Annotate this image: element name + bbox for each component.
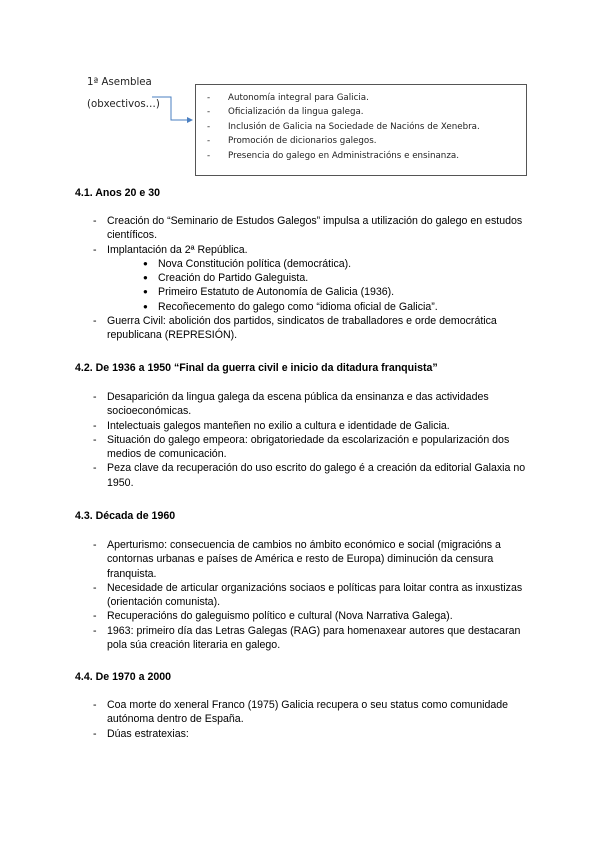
objectives-list bbox=[196, 85, 526, 163]
section-4-3-list bbox=[93, 538, 533, 652]
objective-item: - Autonomía integral para Galicia. bbox=[207, 93, 369, 103]
section-4-1-list bbox=[93, 214, 533, 343]
objective-item: - Promoción de dicionarios galegos. bbox=[207, 136, 377, 147]
sublist bbox=[107, 257, 533, 314]
section-heading-4-4: 4.4. De 1970 a 2000 bbox=[75, 671, 172, 683]
section-4-4-list bbox=[93, 698, 533, 741]
section-heading-4-1: 4.1. Anos 20 e 30 bbox=[75, 187, 160, 199]
assembly-title: 1ª Asemblea bbox=[87, 77, 152, 88]
sublist-item: ● Recoñecemento do galego como “idioma oficial de Galicia”. bbox=[143, 300, 438, 313]
list-item: - Situación do galego empeora: obrigatoriedade da escolarización e popularización dos medios de comunicación. bbox=[93, 433, 510, 461]
objective-item: - Oficialización da lingua galega. bbox=[207, 107, 364, 118]
assembly-subtitle: (obxectivos…) bbox=[87, 99, 160, 110]
sublist-item: ● Primeiro Estatuto de Autonomía de Galicia (1936). bbox=[143, 286, 395, 299]
objective-item: - Inclusión de Galicia na Sociedade de Nacións de Xenebra. bbox=[207, 121, 480, 132]
list-item: - Recuperacións do galeguismo político e cultural (Nova Narrativa Galega). bbox=[93, 610, 453, 623]
section-heading-4-3: 4.3. Década de 1960 bbox=[75, 510, 176, 522]
list-item: - 1963: primeiro día das Letras Galegas (RAG) para homenaxear autores que destacaran pola súa creación literaria en galego. bbox=[93, 624, 521, 652]
list-item: - Implantación da 2ª República. ● Nova Constitución política (democrática). ● Creación do Partido Galeguista. ● Primeiro Estatuto de Autonomía de Galicia (1936). ● Recoñecemento do galego como “idioma oficial de Galicia”. bbox=[93, 243, 533, 314]
list-item: - Necesidade de articular organizacións sociaos e políticas para loitar contra as inxustizas (orientación comunista). bbox=[93, 581, 523, 609]
section-heading-4-2: 4.2. De 1936 a 1950 “Final da guerra civil e inicio da ditadura franquista” bbox=[75, 362, 438, 374]
objectives-box bbox=[195, 84, 527, 176]
list-item: - Desaparición da lingua galega da escena pública da ensinanza e das actividades socioeconómicas. bbox=[93, 391, 489, 418]
list-item: - Peza clave da recuperación do uso escrito do galego é a creación da editorial Galaxia no 1950. bbox=[93, 462, 526, 489]
objective-item: - Presencia do galego en Administracións e ensinanza. bbox=[207, 150, 459, 161]
sublist-item: ● Nova Constitución política (democrática). bbox=[143, 257, 352, 270]
list-item: - Intelectuais galegos manteñen no exilio a cultura e identidade de Galicia. bbox=[93, 419, 450, 432]
list-item: - Coa morte do xeneral Franco (1975) Galicia recupera o seu status como comunidade autónoma dentro de España. bbox=[93, 699, 509, 726]
list-item: - Creación do “Seminario de Estudos Galegos” impulsa a utilización do galego en estudos científicos. bbox=[93, 215, 523, 242]
list-item: - Guerra Civil: abolición dos partidos, sindicatos de traballadores e orde democrática republicana (REPRESIÓN). bbox=[93, 315, 497, 342]
section-4-2-list bbox=[93, 390, 533, 490]
sublist-item: ● Creación do Partido Galeguista. bbox=[143, 272, 309, 285]
list-item: - Dúas estratexias: bbox=[93, 727, 189, 740]
list-item: - Aperturismo: consecuencia de cambios no ámbito económico e social (migracións a contornas urbanas e países de América e resto de Europa) diminución da censura franquista. bbox=[93, 539, 501, 580]
